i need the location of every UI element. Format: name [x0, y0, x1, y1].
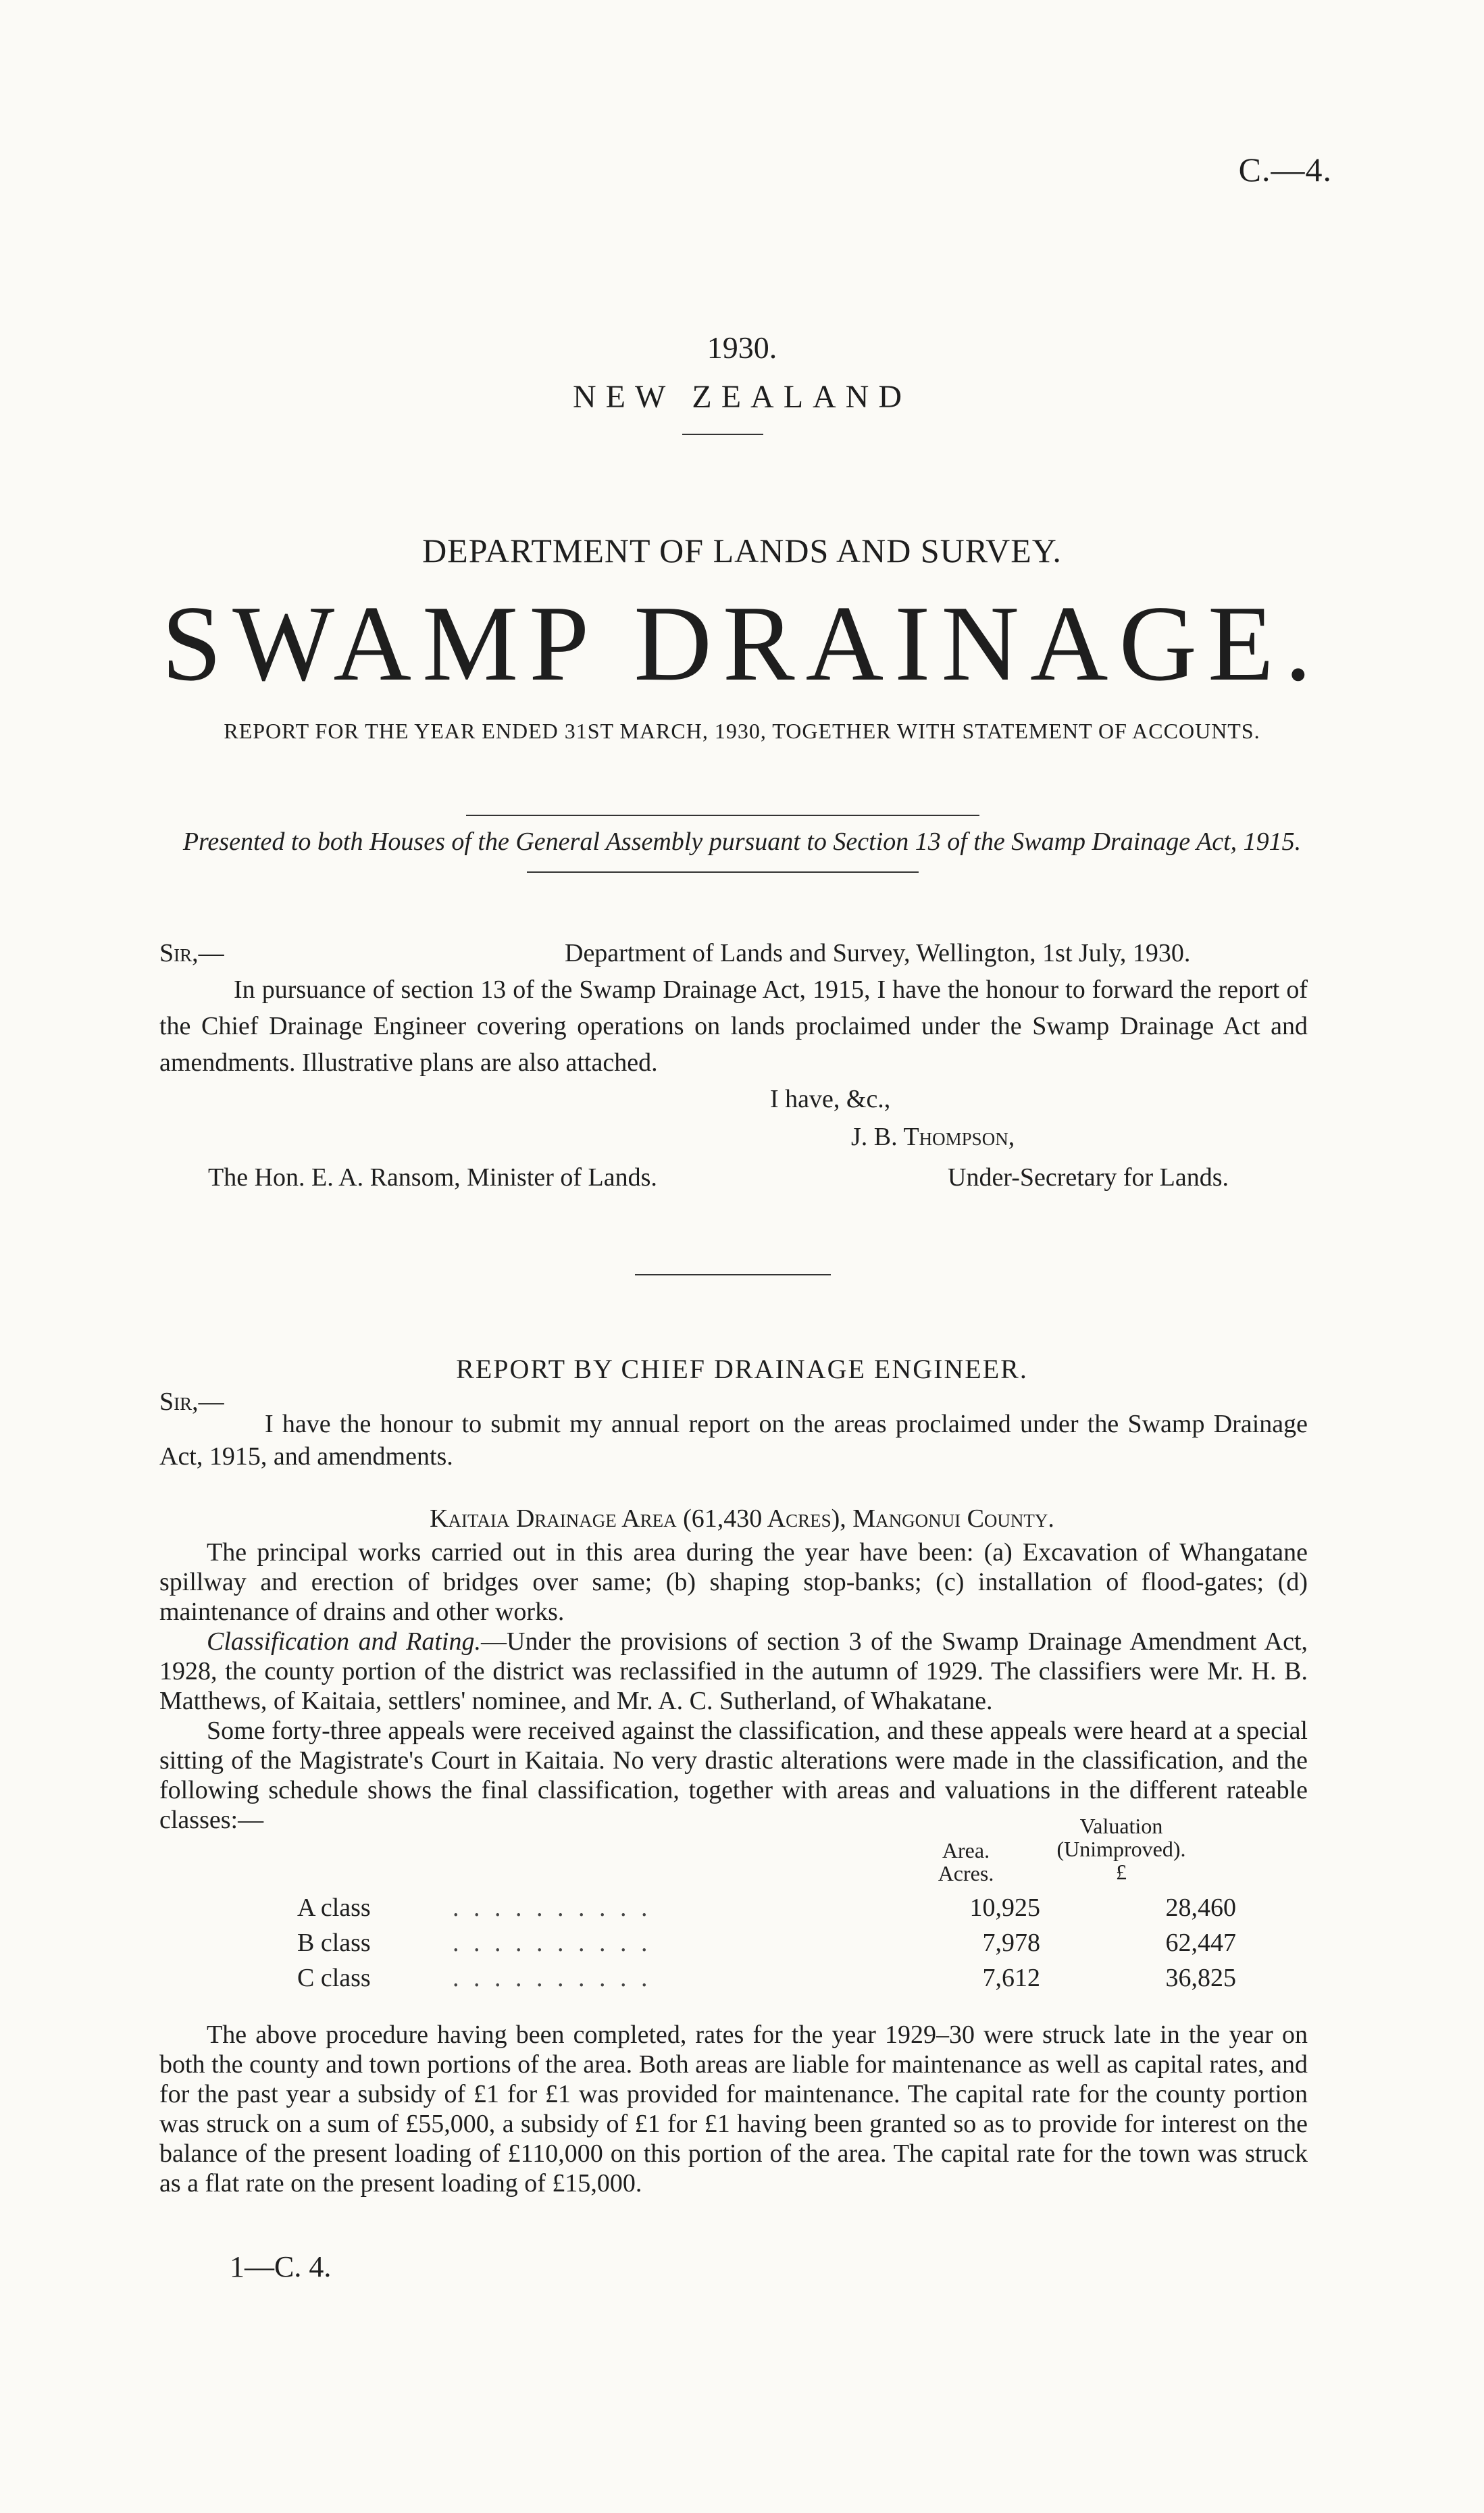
schedule-row [297, 1963, 1236, 1998]
dot-leader: . . . . . . . . . . [453, 1894, 652, 1922]
letter-body: In pursuance of section 13 of the Swamp Drainage Act, 1915, I have the honour to forward the report of the Chief Drainage Engineer covering operations on lands proclaimed under the Swamp Drainage Act and amendments. Illustrative plans are also attached. [159, 975, 1308, 1077]
pound-heading: £ [1116, 1860, 1127, 1884]
page-reference: C.—4. [1238, 151, 1332, 188]
unimproved-heading: (Unimproved). [1056, 1837, 1186, 1861]
divider [635, 1274, 831, 1275]
signatory-title: Under-Secretary for Lands. [948, 1163, 1229, 1192]
valuation-heading: Valuation [1079, 1814, 1163, 1838]
area-acres: 7,978 [982, 1929, 1040, 1957]
area-acres: 7,612 [982, 1964, 1040, 1992]
class-label: C class [297, 1964, 371, 1992]
letter-salutation: Sir,— [159, 939, 224, 967]
acres-heading: Acres. [938, 1861, 994, 1885]
letter-closing: I have, &c., [770, 1085, 891, 1113]
appeals-paragraph: Some forty-three appeals were received against the classification, and these appeals were heard at a special sitting of the Magistrate's Court in Kaitaia. No very drastic alterations were made in the classification, and the following schedule shows the final classification, together with areas and valuations in the different rateable classes:— [159, 1717, 1308, 1834]
valuation-amount: 36,825 [1165, 1964, 1236, 1992]
classification-text: —Under the provisions of section 3 of the Swamp Drainage Amendment Act, 1928, the county portion of the district was reclassified in the autumn of 1929. The classifiers were Mr. H. B. Matthews, of Kaitaia, settlers' nominee, and Mr. A. C. Sutherland, of Whakatane. [159, 1627, 1308, 1715]
report-intro: I have the honour to submit my annual report on the areas proclaimed under the Swamp Drainage Act, 1915, and amendments. [159, 1410, 1308, 1471]
rates-paragraph: The above procedure having been completed, rates for the year 1929–30 were struck late in the year on both the county and town portions of the area. Both areas are liable for maintenance as well as capital rates, and for the past year a subsidy of £1 for £1 was provided for maintenance. The capital rate for the county portion was struck on a sum of £55,000, a subsidy of £1 for £1 having been granted so as to provide for interest on the balance of the present loading of £110,000 on this portion of the area. The capital rate for the town was struck as a flat rate on the present loading of £15,000. [159, 2021, 1308, 2198]
area-heading: Area. [942, 1838, 990, 1862]
presentation-note: Presented to both Houses of the General Assembly pursuant to Section 13 of the Swamp Drainage Act, 1915. [182, 828, 1302, 856]
schedule-row [297, 1893, 1236, 1928]
classification-paragraph [159, 1627, 1308, 1716]
letter-recipient: The Hon. E. A. Ransom, Minister of Lands. [208, 1163, 657, 1192]
report-year: 1930. [707, 330, 777, 365]
letter-signatory: J. B. Thompson, [851, 1123, 1015, 1151]
report-heading: REPORT BY CHIEF DRAINAGE ENGINEER. [456, 1354, 1028, 1384]
department-name: DEPARTMENT OF LANDS AND SURVEY. [422, 532, 1062, 569]
report-salutation: Sir,— [159, 1388, 224, 1416]
classification-lead: Classification and Rating. [207, 1627, 481, 1656]
document-subtitle: REPORT FOR THE YEAR ENDED 31ST MARCH, 1930, TOGETHER WITH STATEMENT OF ACCOUNTS. [224, 719, 1260, 743]
divider [682, 434, 763, 435]
valuation-amount: 62,447 [1165, 1929, 1236, 1957]
letter-address: Department of Lands and Survey, Wellington, 1st July, 1930. [565, 939, 1191, 967]
page-signature: 1—C. 4. [230, 2250, 332, 2283]
divider [527, 871, 919, 873]
class-label: A class [297, 1894, 371, 1922]
works-paragraph: The principal works carried out in this area during the year have been: (a) Excavation of Whangatane spillway and erection of bridges over same; (b) shaping stop-banks; (c) installation of flood-gates; (d) maintenance of drains and other works. [159, 1538, 1308, 1626]
section-heading: Kaitaia Drainage Area (61,430 Acres), Mangonui County. [430, 1504, 1054, 1533]
area-acres: 10,925 [969, 1894, 1040, 1922]
divider [466, 815, 979, 816]
schedule-row [297, 1928, 1236, 1963]
country-name: NEW ZEALAND [572, 379, 912, 415]
schedule-header-valuation [1013, 1814, 1229, 1883]
dot-leader: . . . . . . . . . . [453, 1964, 652, 1992]
dot-leader: . . . . . . . . . . [453, 1929, 652, 1957]
class-label: B class [297, 1929, 371, 1957]
valuation-amount: 28,460 [1165, 1894, 1236, 1922]
document-title: SWAMP DRAINAGE. [161, 583, 1323, 703]
